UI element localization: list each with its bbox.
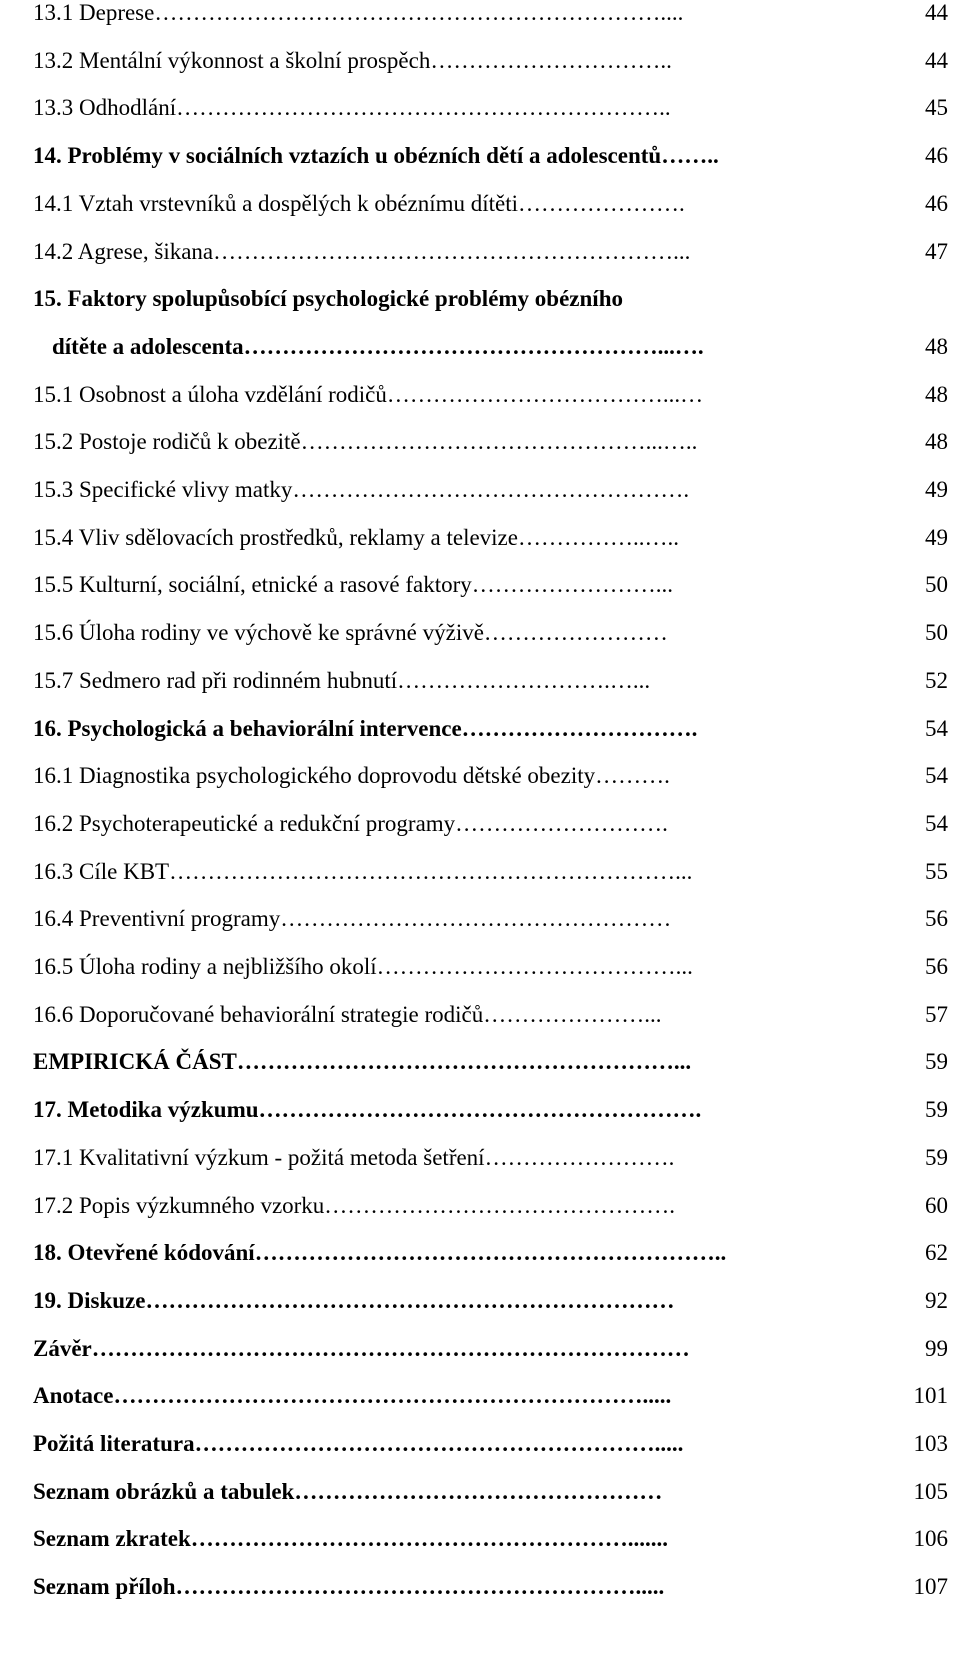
toc-entry[interactable] [0,422,960,462]
toc-entry-title: 17.1 Kvalitativní výzkum - požitá metoda šetření……………………. [33,1144,675,1170]
toc-entry-page-number: 55 [925,858,948,884]
toc-entry-page-number: 103 [913,1431,948,1456]
toc-entry-page-number: 59 [925,1049,948,1075]
toc-entry-page-number: 107 [913,1574,948,1600]
toc-entry-page-number: 62 [925,1240,948,1266]
toc-entry-title: Závěr…………………………………………………………………… [33,1335,690,1361]
toc-entry-title: Seznam příloh……………………………………………………..... [33,1574,665,1600]
toc-entry[interactable] [0,661,960,701]
toc-entry[interactable] [0,947,960,987]
toc-entry[interactable] [0,852,960,892]
toc-entry-page-number: 57 [925,1001,948,1027]
toc-entry[interactable] [0,565,960,605]
toc-entry[interactable] [0,899,960,939]
toc-entry-title: 15.4 Vliv sdělovacích prostředků, reklamy a televize……………..….. [33,524,679,550]
toc-entry-page-number: 101 [913,1383,948,1409]
toc-entry-page-number: 45 [925,95,948,121]
toc-entry-page-number: 44 [925,0,948,25]
toc-entry[interactable] [0,1281,960,1321]
toc-entry-page-number: 56 [925,954,948,979]
toc-entry-page-number: 44 [925,47,948,73]
toc-entry-page-number: 46 [925,143,948,169]
toc-entry[interactable] [0,1186,960,1226]
toc-entry[interactable] [0,470,960,510]
toc-entry-title: 18. Otevřené kódování…………………………………………………….. [33,1240,727,1266]
toc-entry-title: 15.2 Postoje rodičů k obezitě………………………………………...….. [33,429,698,455]
toc-entry-page-number: 92 [925,1287,948,1313]
toc-entry-title: dítěte a adolescenta………………………………………………...…. [52,333,704,359]
toc-entry[interactable] [0,709,960,749]
toc-entry-title: 15.6 Úloha rodiny ve výchově ke správné výživě…………………… [33,620,668,646]
toc-entry-title: EMPIRICKÁ ČÁST…………………………………………………... [33,1049,692,1075]
toc-entry-page-number: 59 [925,1144,948,1170]
toc-entry[interactable] [0,1424,960,1464]
toc-entry-page-number: 54 [925,810,948,836]
toc-entry-page-number: 99 [925,1335,948,1361]
toc-entry-title: 15.3 Specifické vlivy matky……………………………………………. [33,477,690,502]
toc-entry-page-number: 49 [925,477,948,502]
toc-entry-title: 17.2 Popis výzkumného vzorku………………………………………. [33,1192,676,1218]
toc-entry-page-number: 54 [925,763,948,789]
toc-entry-title: 19. Diskuze…………………………………………………………… [33,1287,675,1313]
toc-entry-title: 16.4 Preventivní programy…………………………………………… [33,906,672,932]
toc-entry-title: 15.7 Sedmero rad při rodinném hubnutí……………………….…... [33,667,651,693]
toc-entry[interactable] [0,232,960,272]
toc-entry[interactable] [0,995,960,1035]
toc-entry[interactable] [0,804,960,844]
toc-entry-title: 13.1 Deprese………………………………………………………….... [33,0,684,25]
toc-entry[interactable] [0,1042,960,1082]
toc-entry-title: 14.2 Agrese, šikana……………………………………………………... [33,238,691,264]
toc-entry-page-number: 52 [925,667,948,693]
toc-entry-title: 17. Metodika výzkumu…………………………………………………. [33,1097,702,1123]
toc-entry-title: 13.2 Mentální výkonnost a školní prospěch………………………….. [33,47,672,73]
toc-entry[interactable] [0,1472,960,1512]
toc-entry-page-number: 46 [925,190,948,216]
toc-entry-page-number: 60 [925,1192,948,1218]
toc-entry-page-number: 47 [925,238,948,264]
toc-entry-page-number: 48 [925,333,948,359]
toc-entry[interactable] [0,1138,960,1178]
toc-entry-title: 16.5 Úloha rodiny a nejbližšího okolí…………………………………... [33,954,693,979]
toc-entry[interactable] [0,184,960,224]
toc-entry-title: 16.3 Cíle KBT…………………………………………………………... [33,858,693,884]
toc-entry-title: Požitá literatura……………………………………………………..... [33,1431,684,1456]
toc-entry[interactable] [0,279,960,319]
toc-entry[interactable] [0,518,960,558]
toc-entry-page-number: 48 [925,429,948,455]
toc-entry-page-number: 50 [925,620,948,646]
toc-entry-page-number: 49 [925,524,948,550]
toc-entry[interactable] [0,0,960,33]
toc-entry[interactable] [0,1090,960,1130]
toc-entry-title: 15.1 Osobnost a úloha vzdělání rodičů………………………………...… [33,381,704,407]
toc-entry[interactable] [0,1567,960,1607]
toc-entry-page-number: 59 [925,1097,948,1123]
toc-entry-title: 15.5 Kulturní, sociální, etnické a rasové faktory……………………... [33,572,674,598]
toc-entry[interactable] [0,613,960,653]
toc-entry-page-number: 48 [925,381,948,407]
toc-entry-title: Seznam obrázků a tabulek………………………………………… [33,1478,663,1504]
toc-entry-title: 16.6 Doporučované behaviorální strategie rodičů…………………... [33,1001,662,1027]
toc-entry[interactable] [0,327,960,367]
toc-entry-title: 13.3 Odhodlání……………………………………………………….. [33,95,671,121]
toc-entry-title: 16.1 Diagnostika psychologického doprovodu dětské obezity………. [33,763,670,789]
toc-entry-title: 14.1 Vztah vrstevníků a dospělých k obéznímu dítěti…………………. [33,190,685,216]
toc-entry[interactable] [0,375,960,415]
toc-entry-title: Anotace……………………………………………………………..... [33,1383,672,1409]
toc-entry[interactable] [0,88,960,128]
toc-entry[interactable] [0,41,960,81]
toc-entry-title: 14. Problémy v sociálních vztazích u obézních dětí a adolescentů…….. [33,143,719,169]
toc-entry[interactable] [0,1329,960,1369]
toc-entry-title: 15. Faktory spolupůsobící psychologické problémy obézního [33,286,623,312]
toc-entry[interactable] [0,1233,960,1273]
toc-entry-page-number: 56 [925,906,948,932]
toc-entry[interactable] [0,136,960,176]
toc-entry-page-number: 105 [913,1478,948,1504]
toc-entry[interactable] [0,756,960,796]
toc-entry-page-number: 54 [925,715,948,741]
toc-entry-page-number: 50 [925,572,948,598]
toc-entry[interactable] [0,1376,960,1416]
toc-entry[interactable] [0,1519,960,1559]
toc-entry-page-number: 106 [913,1526,948,1552]
toc-entry-title: Seznam zkratek…………………………………………………....... [33,1526,669,1552]
toc-entry-title: 16.2 Psychoterapeutické a redukční programy………………………. [33,810,668,836]
toc-entry-title: 16. Psychologická a behaviorální intervence…………………………. [33,715,698,741]
